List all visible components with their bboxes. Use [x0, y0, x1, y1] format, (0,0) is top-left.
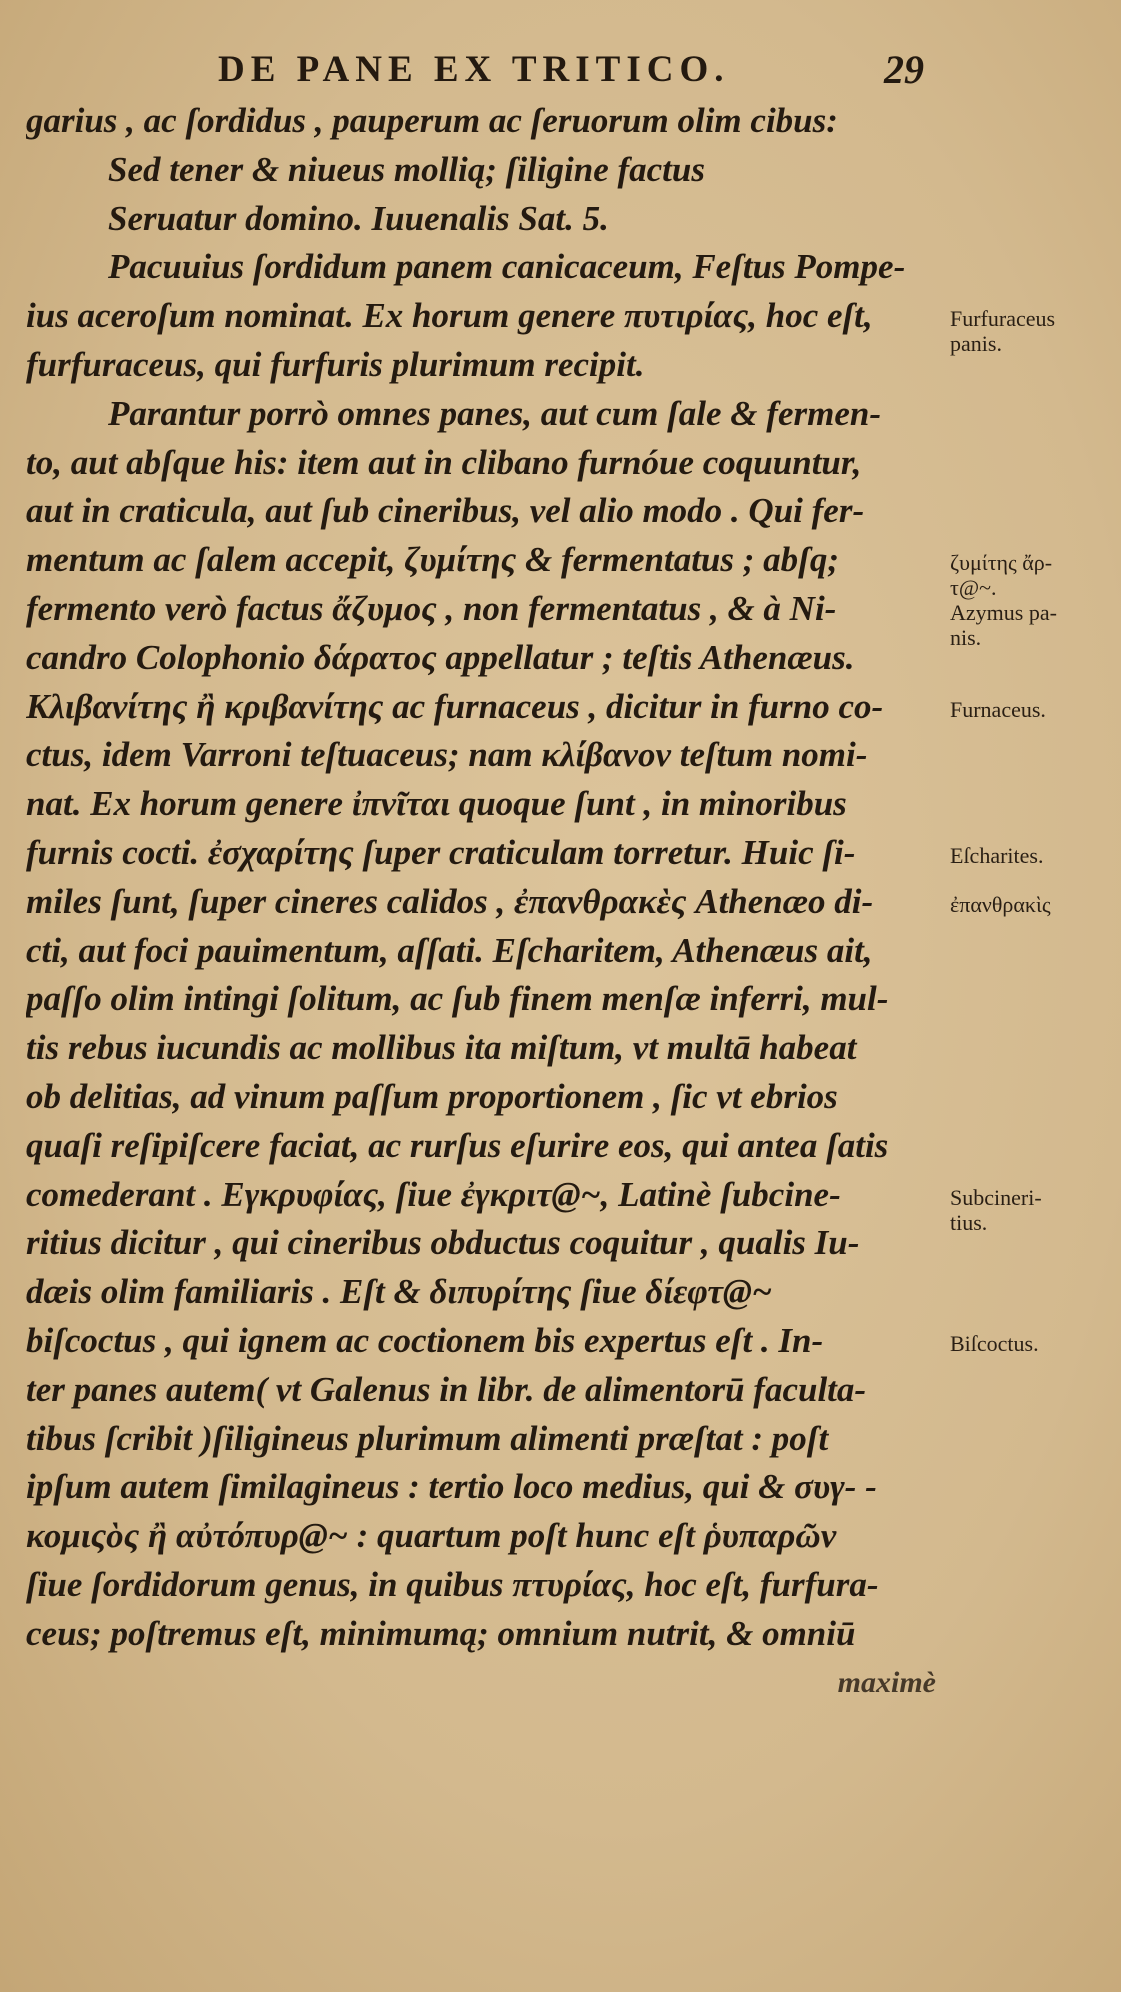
running-title: DE PANE EX TRITICO.	[218, 49, 730, 90]
text-line: ius aceroſum nominat. Ex horum genere πυτιρίας, hoc eſt,	[26, 296, 873, 336]
text-line: ter panes autem( vt Galenus in libr. de alimentorū faculta-	[26, 1369, 867, 1409]
margin-note-line: panis.	[950, 331, 1002, 357]
margin-note-line: nis.	[950, 625, 982, 651]
text-line: Pacuuius ſordidum panem canicaceum, Feſtus Pompe-	[108, 247, 906, 287]
text-line: cti, aut foci pauimentum, aſſati. Eſcharitem, Athenæus ait,	[26, 930, 873, 970]
text-line: tibus ſcribit )ſiligineus plurimum alimenti præſtat : poſt	[26, 1418, 829, 1458]
text-line: Parantur porrò omnes panes, aut cum ſale & fermen-	[108, 393, 881, 433]
main-text-column	[26, 97, 946, 1707]
margin-note-line: ζυμίτης ἄρ-	[950, 550, 1053, 576]
text-line: miles ſunt, ſuper cineres calidos , ἐπανθρακὲς Athenæo di-	[26, 881, 874, 921]
text-line: ctus, idem Varroni teſtuaceus; nam κλίβανον teſtum nomi-	[26, 735, 868, 775]
margin-note	[950, 892, 1051, 917]
text-line: nat. Ex horum genere ἰπνῖται quoque ſunt , in minoribus	[26, 784, 847, 824]
catchword: maximè	[837, 1665, 936, 1699]
margin-note	[950, 306, 1055, 356]
text-line: aut in craticula, aut ſub cineribus, vel alio modo . Qui fer-	[26, 491, 865, 531]
text-line: paſſo olim intingi ſolitum, ac ſub finem menſæ inferri, mul-	[26, 979, 889, 1019]
text-line: quaſi reſipiſcere faciat, ac rurſus eſurire eos, qui antea ſatis	[26, 1125, 889, 1165]
margin-note-line: Subcineri-	[950, 1184, 1042, 1210]
page-number: 29	[884, 47, 924, 92]
text-line: ritius dicitur , qui cineribus obductus coquitur , qualis Iu-	[26, 1223, 860, 1263]
text-line: to, aut abſque his: item aut in clibano furnóue coquuntur,	[26, 442, 862, 482]
margin-note-line: τ@~.	[950, 575, 997, 601]
text-line: garius , ac ſordidus , pauperum ac ſeruorum olim cibus:	[26, 101, 838, 140]
text-line: ſiue ſordidorum genus, in quibus πτυρίας, hoc eſt, furfura-	[26, 1564, 879, 1604]
margin-note-line: Eſcharites.	[950, 843, 1044, 868]
text-line: Κλιβανίτης ἢ κριβανίτης ac furnaceus , dicitur in furno co-	[26, 686, 884, 726]
text-line: biſcoctus , qui ignem ac coctionem bis expertus eſt . In-	[26, 1320, 824, 1360]
margin-note-line: ἐπανθρακὶς	[950, 891, 1051, 917]
text-line: κομιςὸς ἢ αὐτόπυρ@~ : quartum poſt hunc eſt ῥυπαρῶν	[26, 1516, 837, 1556]
margin-note	[950, 550, 1057, 650]
text-line: furfuraceus, qui furfuris plurimum recipit.	[26, 344, 645, 384]
text-line: furnis cocti. ἐσχαρίτης ſuper craticulam torretur. Huic ſi-	[26, 832, 856, 872]
text-line: dæis olim familiaris . Eſt & διπυρίτης ſiue δίεφτ@~	[26, 1272, 772, 1312]
margin-note	[950, 697, 1046, 722]
text-line: Seruatur domino. Iuuenalis Sat. 5.	[108, 198, 609, 238]
text-line: ipſum autem ſimilagineus : tertio loco medius, qui & συγ- -	[26, 1467, 877, 1507]
text-line: candro Colophonio δάρατος appellatur ; teſtis Athenæus.	[26, 637, 855, 677]
text-line: ob delitias, ad vinum paſſum proportionem , ſic vt ebrios	[26, 1076, 838, 1116]
text-line: ceus; poſtremus eſt, minimumą; omnium nutrit, & omniū	[26, 1613, 856, 1653]
margin-note-line: Furfuraceus	[950, 306, 1056, 332]
text-line: mentum ac ſalem accepit, ζυμίτης & fermentatus ; abſq;	[26, 540, 839, 580]
margin-note	[950, 1331, 1039, 1356]
text-line: tis rebus iucundis ac mollibus ita miſtum, vt multā habeat	[26, 1028, 857, 1068]
margin-note-line: tius.	[950, 1209, 988, 1235]
text-line: Sed tener & niueus mollią; ſiligine factus	[108, 149, 705, 189]
margin-note-line: Biſcoctus.	[950, 1331, 1039, 1356]
margin-note	[950, 843, 1043, 868]
text-line: comederant . Εγκρυφίας, ſiue ἐγκριτ@~, Latinè ſubcine-	[26, 1174, 841, 1214]
margin-note	[950, 1185, 1042, 1235]
margin-note-line: Azymus pa-	[950, 600, 1057, 626]
text-line: fermento verò factus ἄζυμος , non fermentatus , & à Ni-	[26, 588, 837, 628]
margin-note-line: Furnaceus.	[950, 696, 1046, 722]
